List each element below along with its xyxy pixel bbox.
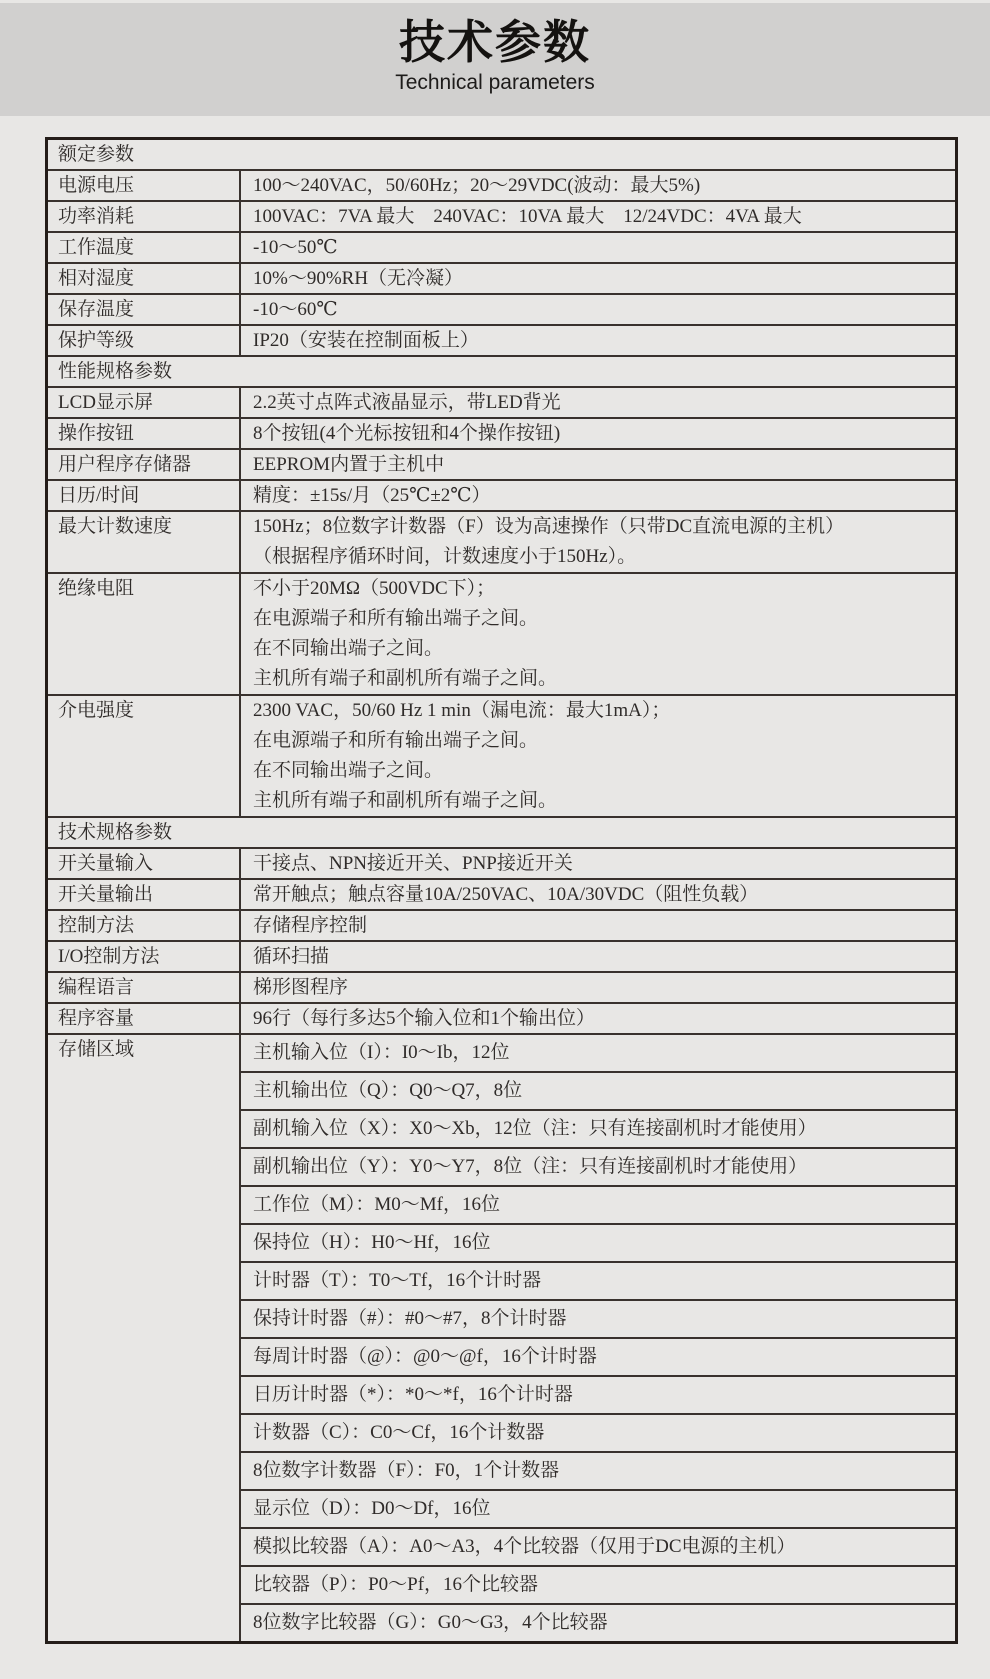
- storage-area-item: 计时器（T）：T0～Tf，16个计时器: [241, 1261, 955, 1299]
- spec-row: [48, 386, 955, 417]
- value-line: 梯形图程序: [253, 977, 349, 998]
- spec-row: [48, 940, 955, 971]
- title-band: [0, 3, 990, 116]
- row-label: 存储区域: [48, 1035, 241, 1641]
- value-line: 主机所有端子和副机所有端子之间。: [253, 668, 558, 689]
- value-line: 2300 VAC，50/60 Hz 1 min（漏电流：最大1mA）；: [253, 700, 671, 721]
- storage-area-item: 保持计时器（#）：#0～#7，8个计时器: [241, 1299, 955, 1337]
- row-value: [241, 574, 955, 694]
- spec-row: [48, 909, 955, 940]
- spec-row: [48, 694, 955, 816]
- spec-row: [48, 1002, 955, 1033]
- section-header-row: 性能规格参数: [48, 355, 955, 386]
- section-header-row: 额定参数: [58, 144, 135, 165]
- row-value: [241, 973, 955, 1002]
- row-label: 程序容量: [48, 1004, 241, 1033]
- value-line: 在不同输出端子之间。: [253, 638, 444, 659]
- row-value: [241, 264, 955, 293]
- value-line: 存储程序控制: [253, 915, 368, 936]
- spec-table: [45, 137, 958, 1644]
- storage-area-item: 工作位（M）：M0～Mf，16位: [241, 1185, 955, 1223]
- value-line: IP20（安装在控制面板上）: [253, 330, 479, 351]
- row-label: 绝缘电阻: [48, 574, 241, 694]
- row-label: 功率消耗: [48, 202, 241, 231]
- row-value: [241, 202, 955, 231]
- row-label: 开关量输入: [48, 849, 241, 878]
- spec-row: [48, 971, 955, 1002]
- row-value: [241, 942, 955, 971]
- spec-row: [48, 479, 955, 510]
- value-line: 100VAC：7VA 最大 240VAC：10VA 最大 12/24VDC：4VA 最大: [253, 206, 802, 227]
- storage-area-item: 日历计时器（*）：*0～*f，16个计时器: [241, 1375, 955, 1413]
- storage-area-item: 每周计时器（@）：@0～@f，16个计时器: [241, 1337, 955, 1375]
- storage-area-item: 计数器（C）：C0～Cf，16个计数器: [241, 1413, 955, 1451]
- spec-row: [48, 448, 955, 479]
- row-label: 保护等级: [48, 326, 241, 355]
- value-line: 在电源端子和所有输出端子之间。: [253, 730, 539, 751]
- row-label: 操作按钮: [48, 419, 241, 448]
- value-line: 10%～90%RH（无冷凝）: [253, 268, 464, 289]
- row-label: 工作温度: [48, 233, 241, 262]
- spec-row: [48, 417, 955, 448]
- storage-area-item: 主机输出位（Q）：Q0～Q7，8位: [241, 1071, 955, 1109]
- spec-row: [48, 847, 955, 878]
- row-value: [241, 849, 955, 878]
- row-value: [241, 233, 955, 262]
- value-line: EEPROM内置于主机中: [253, 454, 445, 475]
- row-label: 最大计数速度: [48, 512, 241, 572]
- spec-row: [48, 510, 955, 572]
- storage-area-item: 比较器（P）：P0～Pf，16个比较器: [241, 1565, 955, 1603]
- row-label: 日历/时间: [48, 481, 241, 510]
- row-value: [241, 512, 955, 572]
- spec-row: [48, 324, 955, 355]
- storage-area-item: 副机输出位（Y）：Y0～Y7，8位（注：只有连接副机时才能使用）: [241, 1147, 955, 1185]
- row-value: [241, 295, 955, 324]
- spec-row: [48, 169, 955, 200]
- value-line: 常开触点；触点容量10A/250VAC、10A/30VDC（阻性负载）: [253, 884, 759, 905]
- value-line: 主机所有端子和副机所有端子之间。: [253, 790, 558, 811]
- row-value: [241, 171, 955, 200]
- spec-row: [48, 878, 955, 909]
- storage-area-item: 显示位（D）：D0～Df，16位: [241, 1489, 955, 1527]
- row-value: [241, 450, 955, 479]
- storage-area-item: 模拟比较器（A）：A0～A3，4个比较器（仅用于DC电源的主机）: [241, 1527, 955, 1565]
- row-label: 用户程序存储器: [48, 450, 241, 479]
- storage-area-item: 副机输入位（X）：X0～Xb，12位（注：只有连接副机时才能使用）: [241, 1109, 955, 1147]
- row-label: I/O控制方法: [48, 942, 241, 971]
- spec-row: [48, 293, 955, 324]
- row-label: 介电强度: [48, 696, 241, 816]
- value-line: -10～60℃: [253, 299, 338, 320]
- row-value: [241, 419, 955, 448]
- value-line: 96行（每行多达5个输入位和1个输出位）: [253, 1008, 596, 1029]
- page-subtitle: Technical parameters: [395, 71, 595, 94]
- value-line: 150Hz；8位数字计数器（F）设为高速操作（只带DC直流电源的主机）: [253, 516, 845, 537]
- storage-area-item: 8位数字比较器（G）：G0～G3，4个比较器: [241, 1603, 955, 1641]
- spec-row: [48, 262, 955, 293]
- value-line: 干接点、NPN接近开关、PNP接近开关: [253, 853, 573, 874]
- row-label: 开关量输出: [48, 880, 241, 909]
- value-line: （根据程序循环时间，计数速度小于150Hz）。: [253, 546, 637, 567]
- spec-row: [48, 231, 955, 262]
- row-label: 相对湿度: [48, 264, 241, 293]
- row-value: [241, 696, 955, 816]
- value-line: 在不同输出端子之间。: [253, 760, 444, 781]
- row-value: [241, 911, 955, 940]
- storage-area-row: [48, 1033, 955, 1641]
- storage-area-list: [241, 1035, 955, 1641]
- value-line: 2.2英寸点阵式液晶显示，带LED背光: [253, 392, 561, 413]
- storage-area-item: 主机输入位（I）：I0～Ib，12位: [253, 1042, 510, 1063]
- value-line: 100～240VAC，50/60Hz；20～29VDC(波动：最大5%): [253, 175, 701, 196]
- row-value: [241, 326, 955, 355]
- page-title: 技术参数: [399, 16, 591, 68]
- row-label: 保存温度: [48, 295, 241, 324]
- section-header-row: 技术规格参数: [48, 816, 955, 847]
- value-line: -10～50℃: [253, 237, 338, 258]
- storage-area-item: 8位数字计数器（F）：F0，1个计数器: [241, 1451, 955, 1489]
- value-line: 8个按钮(4个光标按钮和4个操作按钮): [253, 423, 561, 444]
- row-value: [241, 481, 955, 510]
- value-line: 精度：±15s/月（25℃±2℃）: [253, 485, 491, 506]
- value-line: 在电源端子和所有输出端子之间。: [253, 608, 539, 629]
- row-label: 电源电压: [48, 171, 241, 200]
- storage-area-item: 保持位（H）：H0～Hf，16位: [241, 1223, 955, 1261]
- value-line: 循环扫描: [253, 946, 330, 967]
- spec-row: [48, 572, 955, 694]
- row-value: [241, 1004, 955, 1033]
- value-line: 不小于20MΩ（500VDC下）；: [253, 578, 496, 599]
- row-value: [241, 388, 955, 417]
- spec-row: [48, 200, 955, 231]
- row-label: 控制方法: [48, 911, 241, 940]
- row-label: 编程语言: [48, 973, 241, 1002]
- row-label: LCD显示屏: [48, 388, 241, 417]
- row-value: [241, 880, 955, 909]
